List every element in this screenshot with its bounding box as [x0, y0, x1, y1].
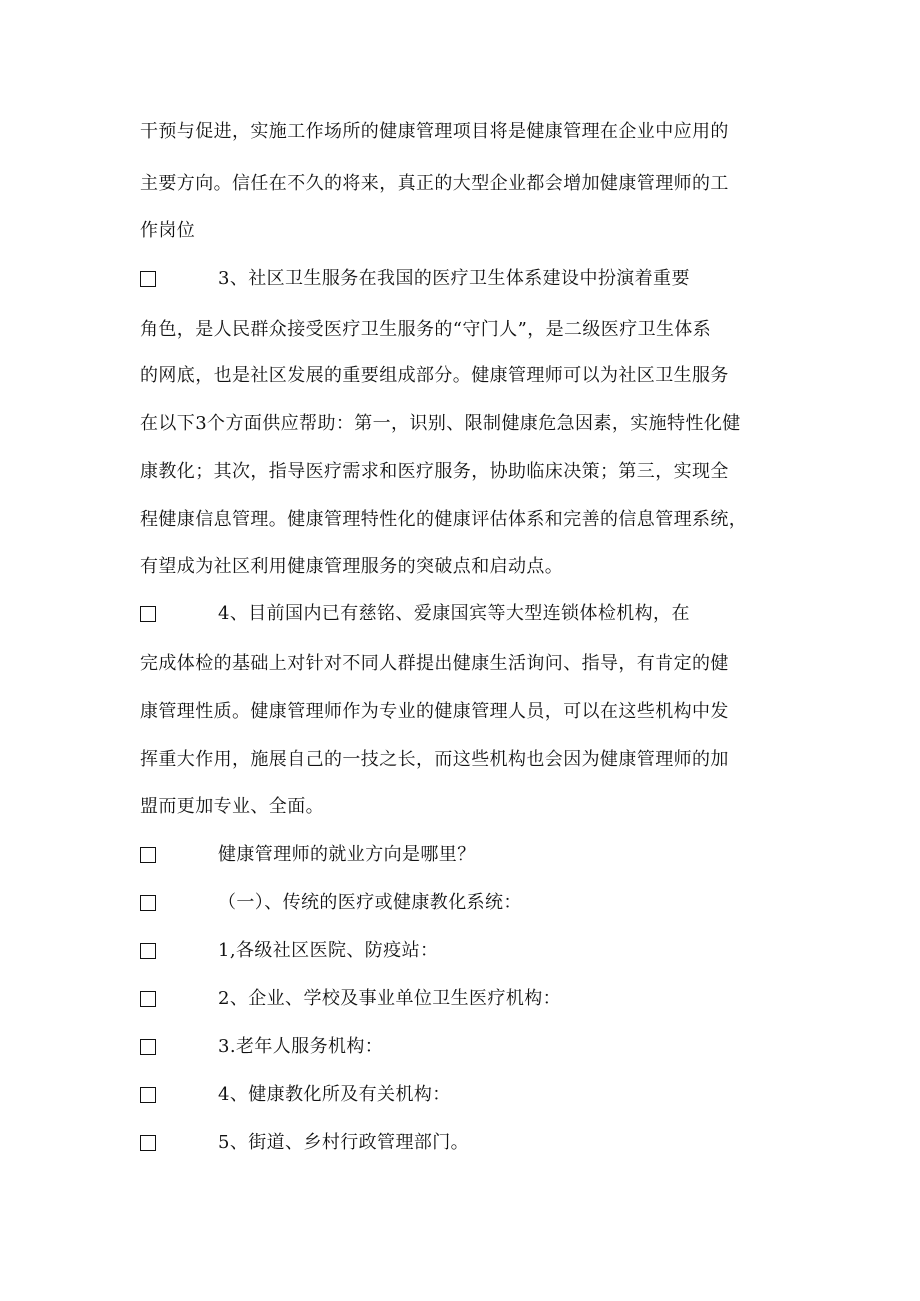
paragraph-line: 角色，是人民群众接受医疗卫生服务的“守门人”，是二级医疗卫生体系	[140, 319, 712, 340]
list-item: 4、健康教化所及有关机构：	[218, 1084, 451, 1105]
paragraph-line: 在以下3个方面供应帮助：第一，识别、限制健康危急因素，实施特性化健	[140, 413, 741, 434]
paragraph-line: 有望成为社区利用健康管理服务的突破点和启动点。	[140, 556, 564, 577]
checkbox-bullet-icon	[140, 1039, 156, 1055]
paragraph-line: 程健康信息管理。健康管理特性化的健康评估体系和完善的信息管理系统，	[140, 509, 748, 530]
paragraph-line: 干预与促进，实施工作场所的健康管理项目将是健康管理在企业中应用的	[140, 121, 729, 142]
checkbox-bullet-icon	[140, 847, 156, 863]
checkbox-bullet-icon	[140, 271, 156, 287]
list-item: 3.老年人服务机构：	[218, 1036, 384, 1057]
checkbox-bullet-icon	[140, 606, 156, 622]
list-item: 5、街道、乡村行政管理部门。	[218, 1132, 470, 1153]
paragraph-line: 康教化；其次，指导医疗需求和医疗服务，协助临床决策；第三，实现全	[140, 461, 729, 482]
list-item: 2、企业、学校及事业单位卫生医疗机构：	[218, 988, 562, 1009]
paragraph-line: 盟而更加专业、全面。	[140, 796, 324, 817]
paragraph-line: 康管理性质。健康管理师作为专业的健康管理人员，可以在这些机构中发	[140, 701, 729, 722]
list-item: 健康管理师的就业方向是哪里？	[218, 844, 476, 865]
checkbox-bullet-icon	[140, 1135, 156, 1151]
paragraph-line: 主要方向。信任在不久的将来，真正的大型企业都会增加健康管理师的工	[140, 173, 729, 194]
paragraph-line: 的网底，也是社区发展的重要组成部分。健康管理师可以为社区卫生服务	[140, 365, 729, 386]
paragraph-line: 作岗位	[140, 220, 196, 241]
checkbox-bullet-icon	[140, 991, 156, 1007]
list-item: （一）、传统的医疗或健康教化系统：	[218, 892, 522, 913]
checkbox-bullet-icon	[140, 1087, 156, 1103]
paragraph-line: 挥重大作用，施展自己的一技之长，而这些机构也会因为健康管理师的加	[140, 749, 729, 770]
checkbox-bullet-icon	[140, 943, 156, 959]
list-item: 1,各级社区医院、防疫站：	[218, 940, 439, 961]
section-4-heading: 4、目前国内已有慈铭、爱康国宾等大型连锁体检机构，在	[218, 603, 690, 624]
section-3-heading: 3、社区卫生服务在我国的医疗卫生体系建设中扮演着重要	[218, 268, 690, 289]
checkbox-bullet-icon	[140, 895, 156, 911]
paragraph-line: 完成体检的基础上对针对不同人群提出健康生活询问、指导，有肯定的健	[140, 653, 729, 674]
